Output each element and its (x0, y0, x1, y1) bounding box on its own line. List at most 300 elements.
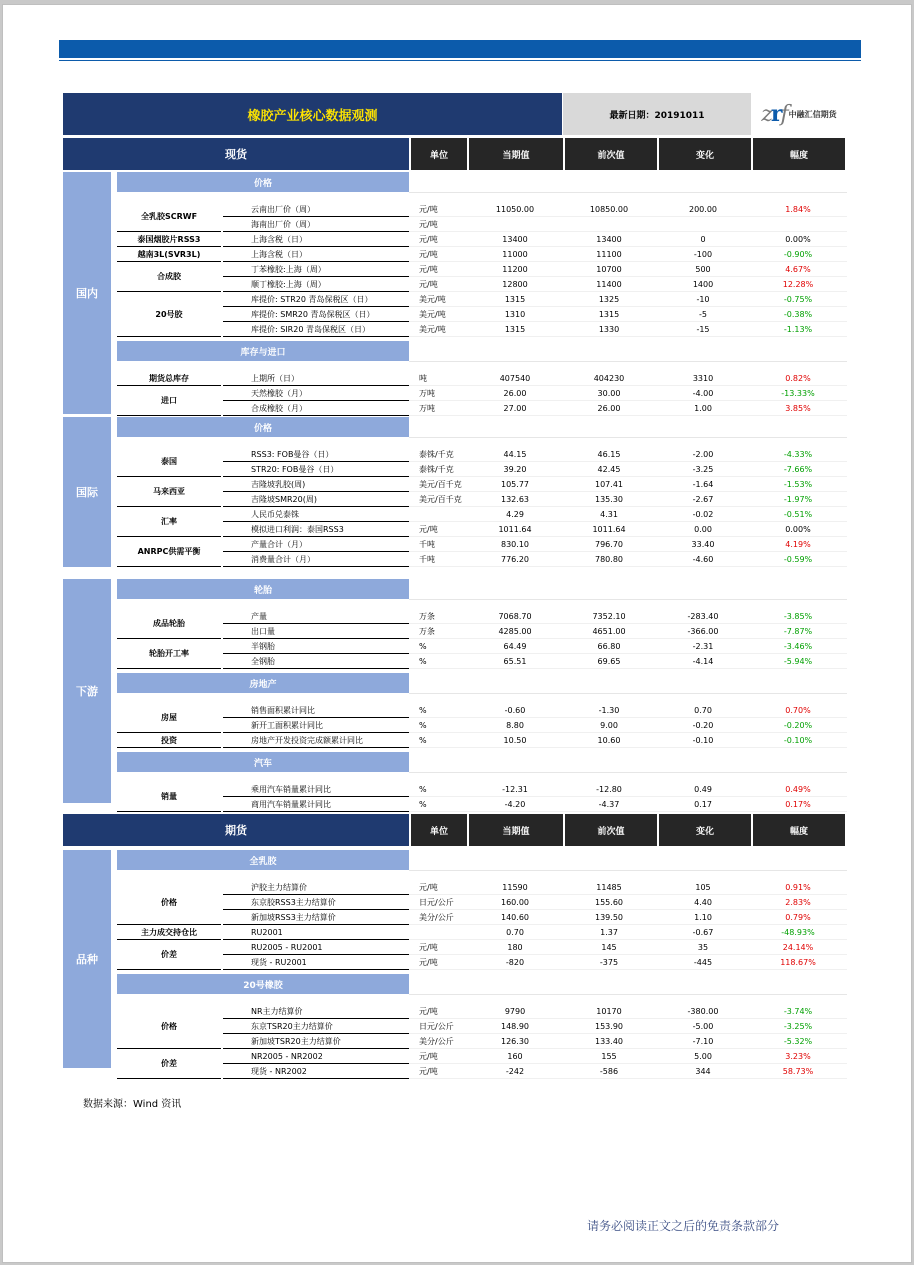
metric-name: NR主力结算价 (223, 1004, 409, 1019)
change-percent: -7.87% (783, 627, 813, 636)
metric-unit: 美元/百千克 (419, 480, 462, 489)
table-row (117, 292, 847, 307)
metric-name: 产量 (223, 609, 409, 624)
current-value: 39.20 (503, 465, 527, 474)
group-label: 价格 (117, 880, 221, 925)
metric-unit: 元/吨 (419, 958, 438, 967)
metric-unit: 元/吨 (419, 1052, 438, 1061)
previous-value: 155.60 (595, 898, 623, 907)
previous-value: 1011.64 (592, 525, 626, 534)
table-row (117, 1049, 847, 1064)
change-value: 344 (695, 1067, 711, 1076)
previous-value: 7352.10 (592, 612, 626, 621)
metric-unit: 元/吨 (419, 1007, 438, 1016)
metric-unit: 泰铢/千克 (419, 450, 454, 459)
disclaimer-footer: 请务必阅读正文之后的免责条款部分 (587, 1219, 780, 1233)
table-row (117, 1004, 847, 1019)
current-value: 12800 (502, 280, 528, 289)
table-row (117, 895, 847, 910)
change-value: 4.40 (694, 898, 712, 907)
metric-unit: 泰铢/千克 (419, 465, 454, 474)
current-value: 10.50 (503, 736, 527, 745)
metric-unit: 万吨 (419, 404, 435, 413)
change-value: 200.00 (689, 205, 717, 214)
group-label: 投资 (117, 733, 221, 748)
table-row (117, 552, 847, 567)
metric-unit: 日元/公斤 (419, 898, 454, 907)
table-row (117, 202, 847, 217)
subsection-divider (409, 192, 847, 193)
group-label: 泰国 (117, 447, 221, 477)
previous-value: 10170 (596, 1007, 622, 1016)
previous-value: 69.65 (597, 657, 621, 666)
metric-unit: 美元/吨 (419, 325, 446, 334)
change-value: -445 (693, 958, 713, 967)
table-row (117, 925, 847, 940)
subsection-divider (409, 870, 847, 871)
change-value: 33.40 (691, 540, 715, 549)
current-value: 160.00 (501, 898, 529, 907)
metric-unit: 元/吨 (419, 205, 438, 214)
metric-unit: % (419, 657, 427, 666)
change-value: -15 (696, 325, 710, 334)
section-label: 国际 (63, 417, 111, 567)
current-value: -820 (505, 958, 525, 967)
change-value: -7.10 (692, 1037, 714, 1046)
change-value: 1.00 (694, 404, 712, 413)
change-value: -3.25 (692, 465, 714, 474)
previous-value (561, 217, 657, 232)
metric-name: 沪胶主力结算价 (223, 880, 409, 895)
table-row (117, 507, 847, 522)
metric-name: 天然橡胶（月） (223, 386, 409, 401)
change-percent: -4.33% (783, 450, 813, 459)
previous-value: 404230 (593, 374, 625, 383)
metric-name: 半钢胎 (223, 639, 409, 654)
previous-value: -4.37 (598, 800, 620, 809)
table-row (117, 940, 847, 955)
change-percent: -48.93% (781, 928, 815, 937)
previous-value: 1315 (598, 310, 620, 319)
subsection-title: 价格 (117, 172, 409, 192)
metric-name: STR20: FOB曼谷（日） (223, 462, 409, 477)
metric-name: 商用汽车销量累计同比 (223, 797, 409, 812)
current-value: 64.49 (503, 642, 527, 651)
group-label: 成品轮胎 (117, 609, 221, 639)
change-value: -2.67 (692, 495, 714, 504)
change-percent: -5.94% (783, 657, 813, 666)
group-label: 房屋 (117, 703, 221, 733)
latest-date: 最新日期：20191011 (563, 93, 751, 135)
spot-header: 现货 (63, 138, 409, 170)
metric-name: 现货 - RU2001 (223, 955, 409, 970)
change-value: 0.17 (694, 800, 712, 809)
current-value: 4.29 (506, 510, 524, 519)
metric-name: 吉隆坡SMR20(周) (223, 492, 409, 507)
subsection-divider (409, 772, 847, 773)
previous-value: 107.41 (595, 480, 623, 489)
current-value (469, 217, 561, 232)
metric-name: 云南出厂价（周） (223, 202, 409, 217)
change-percent: -0.59% (783, 555, 813, 564)
table-row (117, 307, 847, 322)
change-percent: -0.75% (783, 295, 813, 304)
previous-value: 1325 (598, 295, 620, 304)
table-row (117, 322, 847, 337)
change-value: -4.00 (692, 389, 714, 398)
previous-value: -12.80 (596, 785, 622, 794)
current-value: 1011.64 (498, 525, 532, 534)
previous-value: 796.70 (595, 540, 623, 549)
report-page (2, 4, 912, 1263)
subsection-divider (409, 599, 847, 600)
metric-unit: % (419, 800, 427, 809)
metric-name: 合成橡胶（月） (223, 401, 409, 416)
metric-unit: 元/吨 (419, 1067, 438, 1076)
current-value: 140.60 (501, 913, 529, 922)
col-change: 变化 (659, 138, 751, 170)
subsection-divider (409, 693, 847, 694)
change-value: -100 (693, 250, 713, 259)
change-value: 105 (695, 883, 711, 892)
current-value: -12.31 (502, 785, 528, 794)
change-percent: 3.23% (785, 1052, 811, 1061)
previous-value: 11400 (596, 280, 622, 289)
change-value: -10 (696, 295, 710, 304)
metric-name: 新加坡TSR20主力结算价 (223, 1034, 409, 1049)
change-percent: -13.33% (781, 389, 815, 398)
metric-unit: 千吨 (419, 540, 435, 549)
subsection-title: 汽车 (117, 752, 409, 772)
metric-unit: 万条 (419, 612, 435, 621)
previous-value: -586 (599, 1067, 619, 1076)
col-unit-futures: 单位 (411, 814, 467, 846)
change-value: -5.00 (692, 1022, 714, 1031)
current-value: 11000 (502, 250, 528, 259)
change-percent: 0.79% (785, 913, 811, 922)
table-row (117, 401, 847, 416)
current-value: 13400 (502, 235, 528, 244)
metric-name: 上期所（日） (223, 371, 409, 386)
futures-header: 期货 (63, 814, 409, 846)
current-value: 26.00 (503, 389, 527, 398)
change-value: -0.02 (692, 510, 714, 519)
current-value: 160 (507, 1052, 523, 1061)
table-row (117, 447, 847, 462)
change-value: 500 (695, 265, 711, 274)
change-percent: 3.85% (785, 404, 811, 413)
metric-name: 房地产开发投资完成额累计同比 (223, 733, 409, 748)
group-label: 价差 (117, 940, 221, 970)
previous-value: 10.60 (597, 736, 621, 745)
change-value: -366.00 (687, 627, 719, 636)
col-current: 当期值 (469, 138, 563, 170)
metric-unit: 万条 (419, 627, 435, 636)
col-previous-futures: 前次值 (565, 814, 657, 846)
change-value (657, 217, 749, 232)
previous-value: 780.80 (595, 555, 623, 564)
previous-value: 139.50 (595, 913, 623, 922)
change-percent: -1.13% (783, 325, 813, 334)
group-label: 20号胶 (117, 292, 221, 337)
metric-name: 产量合计（月） (223, 537, 409, 552)
current-value: 1315 (504, 295, 526, 304)
current-value: 0.70 (506, 928, 524, 937)
previous-value: 135.30 (595, 495, 623, 504)
change-value: 35 (697, 943, 709, 952)
group-label: 主力成交持仓比 (117, 925, 221, 940)
metric-name: 库提价: STR20 青岛保税区（日） (223, 292, 409, 307)
col-current-futures: 当期值 (469, 814, 563, 846)
change-percent: 4.19% (785, 540, 811, 549)
metric-unit: 元/吨 (419, 525, 438, 534)
change-value: 0.49 (694, 785, 712, 794)
table-row (117, 703, 847, 718)
table-row (117, 1064, 847, 1079)
change-percent: -0.51% (783, 510, 813, 519)
change-value: -4.14 (692, 657, 714, 666)
current-value: -4.20 (504, 800, 526, 809)
data-source: 数据来源：Wind 资讯 (83, 1099, 182, 1110)
metric-name: 东京胶RSS3主力结算价 (223, 895, 409, 910)
previous-value: 13400 (596, 235, 622, 244)
col-unit: 单位 (411, 138, 467, 170)
change-value: 1.10 (694, 913, 712, 922)
change-percent: -5.32% (783, 1037, 813, 1046)
group-label: 泰国烟胶片RSS3 (117, 232, 221, 247)
change-value: -380.00 (687, 1007, 719, 1016)
change-value: -2.31 (692, 642, 714, 651)
table-row (117, 797, 847, 812)
table-row (117, 1034, 847, 1049)
change-value: 0.70 (694, 706, 712, 715)
metric-unit (409, 507, 469, 522)
metric-unit: 万吨 (419, 389, 435, 398)
previous-value: 11100 (596, 250, 622, 259)
current-value: 27.00 (503, 404, 527, 413)
subsection-title: 全乳胶 (117, 850, 409, 870)
change-percent: 4.67% (785, 265, 811, 274)
group-label: 汇率 (117, 507, 221, 537)
metric-name: RSS3: FOB曼谷（日） (223, 447, 409, 462)
change-percent: 0.70% (785, 706, 811, 715)
subsection-title: 轮胎 (117, 579, 409, 599)
current-value: 180 (507, 943, 523, 952)
change-percent: 0.00% (785, 235, 811, 244)
metric-unit: 吨 (419, 374, 427, 383)
metric-unit: 元/吨 (419, 250, 438, 259)
change-value: -2.00 (692, 450, 714, 459)
report-title: 橡胶产业核心数据观测 (63, 93, 562, 135)
table-row (117, 277, 847, 292)
current-value: 44.15 (503, 450, 527, 459)
metric-name: 全钢胎 (223, 654, 409, 669)
table-row (117, 639, 847, 654)
metric-name: RU2001 (223, 925, 409, 940)
change-percent: -0.90% (783, 250, 813, 259)
change-percent: -3.74% (783, 1007, 813, 1016)
current-value: 11050.00 (495, 205, 535, 214)
metric-unit: 美分/公斤 (419, 913, 454, 922)
top-banner-line (59, 60, 861, 61)
current-value: 65.51 (503, 657, 527, 666)
current-value: -0.60 (504, 706, 526, 715)
table-row (117, 537, 847, 552)
change-percent: -0.38% (783, 310, 813, 319)
previous-value: 145 (601, 943, 617, 952)
table-row (117, 492, 847, 507)
current-value: 1310 (504, 310, 526, 319)
change-percent: -1.53% (783, 480, 813, 489)
group-label: 期货总库存 (117, 371, 221, 386)
subsection-title: 房地产 (117, 673, 409, 693)
table-row (117, 247, 847, 262)
metric-name: 吉隆坡乳胶(周) (223, 477, 409, 492)
current-value: 126.30 (501, 1037, 529, 1046)
metric-name: 库提价: SIR20 青岛保税区（日） (223, 322, 409, 337)
metric-unit: 元/吨 (419, 943, 438, 952)
company-logo (751, 93, 847, 135)
col-pct-futures: 幅度 (753, 814, 845, 846)
group-label: 价格 (117, 1004, 221, 1049)
group-label: 进口 (117, 386, 221, 416)
metric-unit: % (419, 785, 427, 794)
previous-value: -1.30 (598, 706, 620, 715)
metric-unit: 元/吨 (419, 280, 438, 289)
previous-value: 42.45 (597, 465, 621, 474)
change-percent: 2.83% (785, 898, 811, 907)
subsection-title: 20号橡胶 (117, 974, 409, 994)
change-value: -0.67 (692, 928, 714, 937)
previous-value: 4651.00 (592, 627, 626, 636)
group-label: 合成胶 (117, 262, 221, 292)
table-row (117, 386, 847, 401)
metric-unit: 元/吨 (419, 220, 438, 229)
change-value: -4.60 (692, 555, 714, 564)
metric-unit: 千吨 (419, 555, 435, 564)
subsection-divider (409, 994, 847, 995)
metric-unit: 元/吨 (419, 883, 438, 892)
previous-value: 46.15 (597, 450, 621, 459)
table-row (117, 654, 847, 669)
current-value: 7068.70 (498, 612, 532, 621)
change-percent: 0.17% (785, 800, 811, 809)
current-value: 407540 (499, 374, 531, 383)
metric-name: 现货 - NR2002 (223, 1064, 409, 1079)
table-row (117, 462, 847, 477)
previous-value: -375 (599, 958, 619, 967)
previous-value: 1330 (598, 325, 620, 334)
previous-value: 4.31 (600, 510, 618, 519)
metric-unit: 元/吨 (419, 235, 438, 244)
group-label: 全乳胶SCRWF (117, 202, 221, 232)
change-percent: 0.91% (785, 883, 811, 892)
metric-unit: 美元/吨 (419, 310, 446, 319)
table-row (117, 718, 847, 733)
change-percent: -3.25% (783, 1022, 813, 1031)
current-value: 9790 (504, 1007, 526, 1016)
current-value: 8.80 (506, 721, 524, 730)
change-percent: -0.20% (783, 721, 813, 730)
metric-name: RU2005 - RU2001 (223, 940, 409, 955)
change-percent: 1.84% (785, 205, 811, 214)
current-value: 148.90 (501, 1022, 529, 1031)
table-row (117, 1019, 847, 1034)
change-percent: -3.85% (783, 612, 813, 621)
metric-name: 模拟进口利润：泰国RSS3 (223, 522, 409, 537)
current-value: 105.77 (501, 480, 529, 489)
change-percent: -1.97% (783, 495, 813, 504)
previous-value: 155 (601, 1052, 617, 1061)
current-value: 1315 (504, 325, 526, 334)
metric-unit: % (419, 736, 427, 745)
metric-unit: 元/吨 (419, 265, 438, 274)
group-label: 轮胎开工率 (117, 639, 221, 669)
previous-value: 10700 (596, 265, 622, 274)
change-percent: -3.46% (783, 642, 813, 651)
previous-value: 10850.00 (589, 205, 629, 214)
change-value: 0.00 (694, 525, 712, 534)
subsection-title: 库存与进口 (117, 341, 409, 361)
change-percent: 0.00% (785, 525, 811, 534)
col-pct: 幅度 (753, 138, 845, 170)
change-value: -0.20 (692, 721, 714, 730)
subsection-divider (409, 437, 847, 438)
table-row (117, 477, 847, 492)
metric-name: 人民币兑泰铢 (223, 507, 409, 522)
table-row (117, 262, 847, 277)
previous-value: 9.00 (600, 721, 618, 730)
table-row (117, 910, 847, 925)
change-value: 5.00 (694, 1052, 712, 1061)
metric-name: 上海含税（日） (223, 247, 409, 262)
metric-unit: % (419, 642, 427, 651)
metric-name: NR2005 - NR2002 (223, 1049, 409, 1064)
change-value: 0 (700, 235, 706, 244)
group-label: ANRPC供需平衡 (117, 537, 221, 567)
group-label: 销量 (117, 782, 221, 812)
change-percent: 0.49% (785, 785, 811, 794)
previous-value: 11485 (596, 883, 622, 892)
change-value: -1.64 (692, 480, 714, 489)
current-value: 776.20 (501, 555, 529, 564)
metric-name: 出口量 (223, 624, 409, 639)
change-value: -283.40 (687, 612, 719, 621)
metric-unit: % (419, 706, 427, 715)
subsection-title: 价格 (117, 417, 409, 437)
logo-text: 中融汇信期货 (788, 109, 837, 119)
metric-name: 上海含税（日） (223, 232, 409, 247)
logo-icon: zrf (761, 101, 787, 127)
section-label: 下游 (63, 579, 111, 803)
section-label: 国内 (63, 172, 111, 414)
current-value: 11200 (502, 265, 528, 274)
table-row (117, 955, 847, 970)
metric-name: 消费量合计（月） (223, 552, 409, 567)
change-value: 3310 (692, 374, 714, 383)
metric-name: 乘用汽车销量累计同比 (223, 782, 409, 797)
table-row (117, 232, 847, 247)
table-row (117, 733, 847, 748)
current-value: 132.63 (501, 495, 529, 504)
metric-unit (409, 925, 469, 940)
subsection-divider (409, 361, 847, 362)
section-label: 品种 (63, 850, 111, 1068)
previous-value: 26.00 (597, 404, 621, 413)
change-value: -0.10 (692, 736, 714, 745)
change-percent: 58.73% (782, 1067, 814, 1076)
group-label: 越南3L(SVR3L) (117, 247, 221, 262)
